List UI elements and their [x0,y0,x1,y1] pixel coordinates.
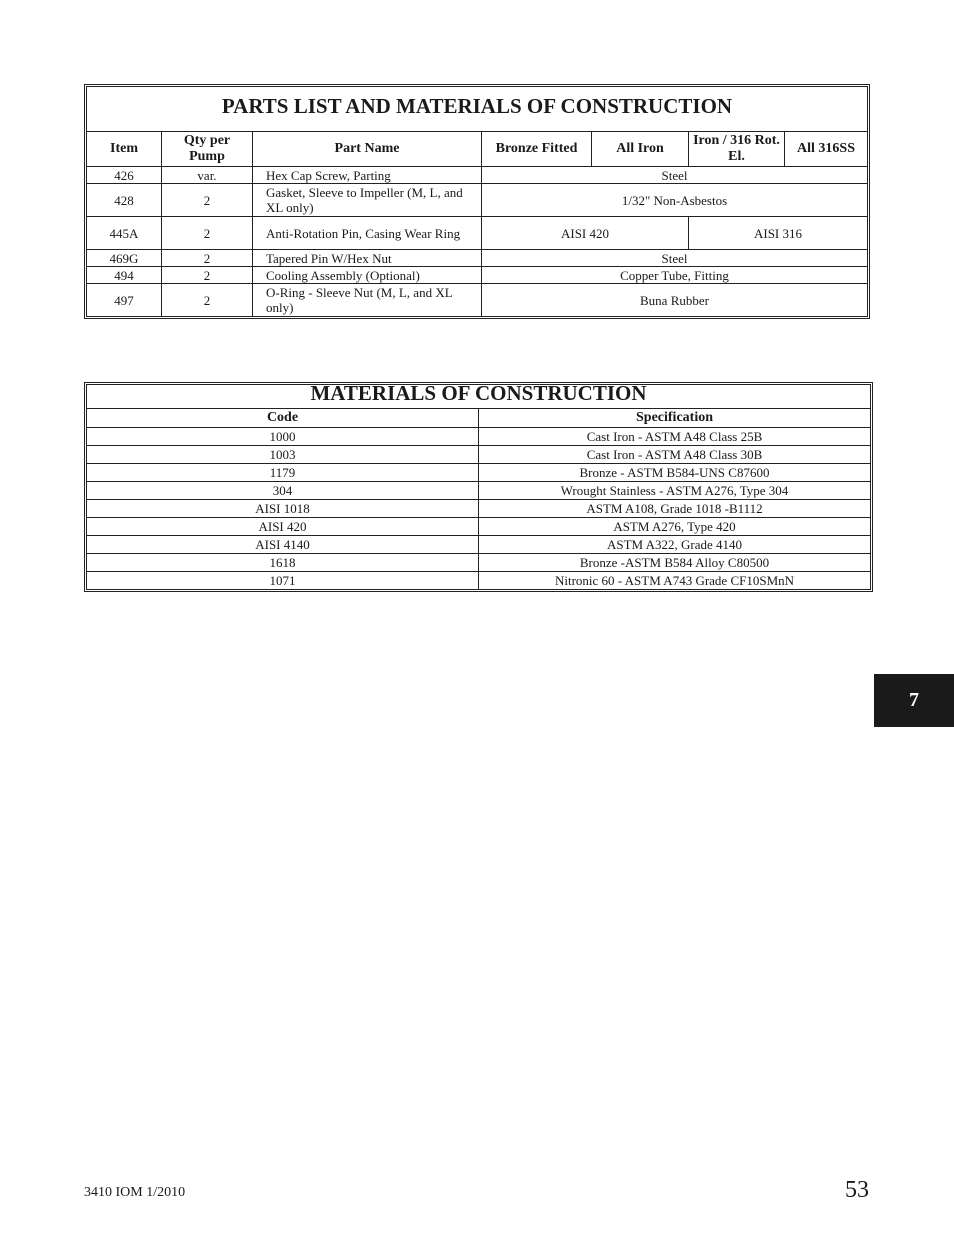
cell-item: 469G [87,250,162,267]
section-tab: 7 [874,674,954,727]
cell-item: 494 [87,267,162,284]
cell-spec: Cast Iron - ASTM A48 Class 30B [479,446,871,464]
cell-spec: ASTM A276, Type 420 [479,518,871,536]
cell-item: 445A [87,217,162,250]
table-row [87,267,868,284]
header-all-iron: All Iron [592,132,689,167]
cell-material: Steel [482,250,868,267]
header-qty: Qty per Pump [162,132,253,167]
cell-material-b: AISI 316 [689,217,868,250]
table-row [87,464,871,482]
cell-code: 1071 [87,572,479,590]
table-row [87,446,871,464]
cell-qty: 2 [162,267,253,284]
cell-qty: 2 [162,250,253,267]
table-row [87,482,871,500]
cell-qty: 2 [162,184,253,217]
table-row [87,536,871,554]
cell-material: 1/32" Non-Asbestos [482,184,868,217]
header-specification: Specification [479,409,871,428]
cell-code: AISI 420 [87,518,479,536]
cell-qty: 2 [162,284,253,317]
table-row [87,167,868,184]
cell-material-a: AISI 420 [482,217,689,250]
cell-part-name: Tapered Pin W/Hex Nut [253,250,482,267]
cell-item: 497 [87,284,162,317]
cell-code: 304 [87,482,479,500]
parts-list-table [84,84,870,319]
header-part-name: Part Name [253,132,482,167]
cell-material: Steel [482,167,868,184]
table-row [87,428,871,446]
header-iron-316: Iron / 316 Rot. El. [689,132,785,167]
table-row [87,184,868,217]
parts-table-title: PARTS LIST AND MATERIALS OF CONSTRUCTION [87,87,868,132]
table-row [87,284,868,317]
cell-spec: ASTM A322, Grade 4140 [479,536,871,554]
table-row [87,572,871,590]
cell-spec: Bronze - ASTM B584-UNS C87600 [479,464,871,482]
cell-part-name: Gasket, Sleeve to Impeller (M, L, and XL only) [253,184,482,217]
table-row [87,217,868,250]
cell-part-name: Anti-Rotation Pin, Casing Wear Ring [253,217,482,250]
table-row [87,250,868,267]
cell-code: AISI 1018 [87,500,479,518]
cell-code: 1179 [87,464,479,482]
materials-table-title: MATERIALS OF CONSTRUCTION [87,385,871,409]
cell-spec: Nitronic 60 - ASTM A743 Grade CF10SMnN [479,572,871,590]
cell-part-name: O-Ring - Sleeve Nut (M, L, and XL only) [253,284,482,317]
page-number: 53 [845,1177,869,1203]
materials-table-header-row [87,409,871,428]
cell-qty: 2 [162,217,253,250]
parts-table-header-row [87,132,868,167]
cell-spec: ASTM A108, Grade 1018 -B1112 [479,500,871,518]
header-item: Item [87,132,162,167]
cell-spec: Cast Iron - ASTM A48 Class 25B [479,428,871,446]
cell-material: Buna Rubber [482,284,868,317]
cell-code: AISI 4140 [87,536,479,554]
cell-code: 1618 [87,554,479,572]
cell-part-name: Cooling Assembly (Optional) [253,267,482,284]
cell-code: 1000 [87,428,479,446]
cell-material: Copper Tube, Fitting [482,267,868,284]
table-row [87,518,871,536]
table-row [87,554,871,572]
cell-part-name: Hex Cap Screw, Parting [253,167,482,184]
cell-spec: Wrought Stainless - ASTM A276, Type 304 [479,482,871,500]
cell-code: 1003 [87,446,479,464]
document-id: 3410 IOM 1/2010 [84,1185,186,1200]
cell-spec: Bronze -ASTM B584 Alloy C80500 [479,554,871,572]
header-bronze-fitted: Bronze Fitted [482,132,592,167]
cell-item: 428 [87,184,162,217]
cell-qty: var. [162,167,253,184]
cell-item: 426 [87,167,162,184]
header-all-316ss: All 316SS [785,132,868,167]
header-code: Code [87,409,479,428]
table-row [87,500,871,518]
materials-table [84,382,873,592]
